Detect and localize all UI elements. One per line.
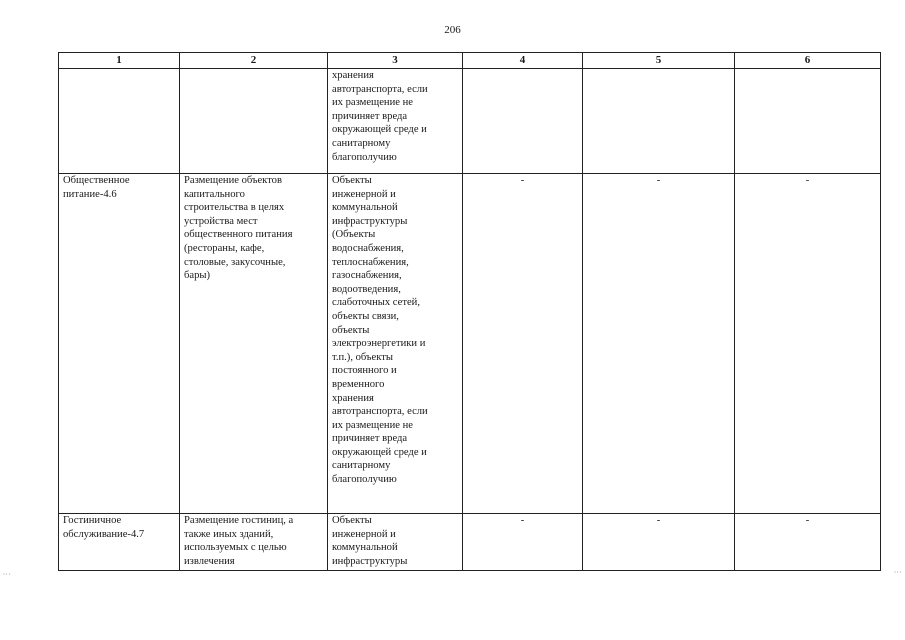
table-cell: - <box>583 514 735 571</box>
column-header-6: 6 <box>735 53 881 69</box>
table-cell: Гостиничное обслуживание-4.7 <box>59 514 180 571</box>
table-cell <box>180 69 328 174</box>
table-cell: - <box>463 174 583 514</box>
table-cell: - <box>735 514 881 571</box>
table-cell <box>463 69 583 174</box>
column-header-1: 1 <box>59 53 180 69</box>
column-header-5: 5 <box>583 53 735 69</box>
scan-margin-mark-right: ⋮ <box>893 568 902 576</box>
table-cell: - <box>463 514 583 571</box>
column-header-2: 2 <box>180 53 328 69</box>
page-number: 206 <box>444 24 461 36</box>
table-cell <box>59 69 180 174</box>
table-cell: Размещение объектов капитального строительства в целях устройства мест общественного питания (рестораны, кафе, столовые, закусочные, бары) <box>180 174 328 514</box>
table-cell: Объекты инженерной и коммунальной инфраструктуры (Объекты водоснабжения, теплоснабжения, газоснабжения, водоотведения, слаботочных сетей, объекты связи, объекты электроэнергетики и т.п.), объекты постоянного и временного хранения автотранспорта, если их размещение не причиняет вреда окружающей среде и санитарному благополучию <box>328 174 463 514</box>
column-header-3: 3 <box>328 53 463 69</box>
table-header-row <box>59 53 881 69</box>
scan-margin-mark-left: ⋮ <box>2 570 11 578</box>
table-cell: Объекты инженерной и коммунальной инфраструктуры <box>328 514 463 571</box>
table-row <box>59 174 881 514</box>
table-cell <box>735 69 881 174</box>
table-cell: Размещение гостиниц, а также иных зданий, используемых с целью извлечения <box>180 514 328 571</box>
table-row <box>59 514 881 571</box>
land-use-table <box>58 52 881 571</box>
table-cell: - <box>735 174 881 514</box>
table-row <box>59 69 881 174</box>
table-cell: Общественное питание-4.6 <box>59 174 180 514</box>
column-header-4: 4 <box>463 53 583 69</box>
table-cell: хранения автотранспорта, если их размещение не причиняет вреда окружающей среде и санитарному благополучию <box>328 69 463 174</box>
table-cell: - <box>583 174 735 514</box>
table-cell <box>583 69 735 174</box>
